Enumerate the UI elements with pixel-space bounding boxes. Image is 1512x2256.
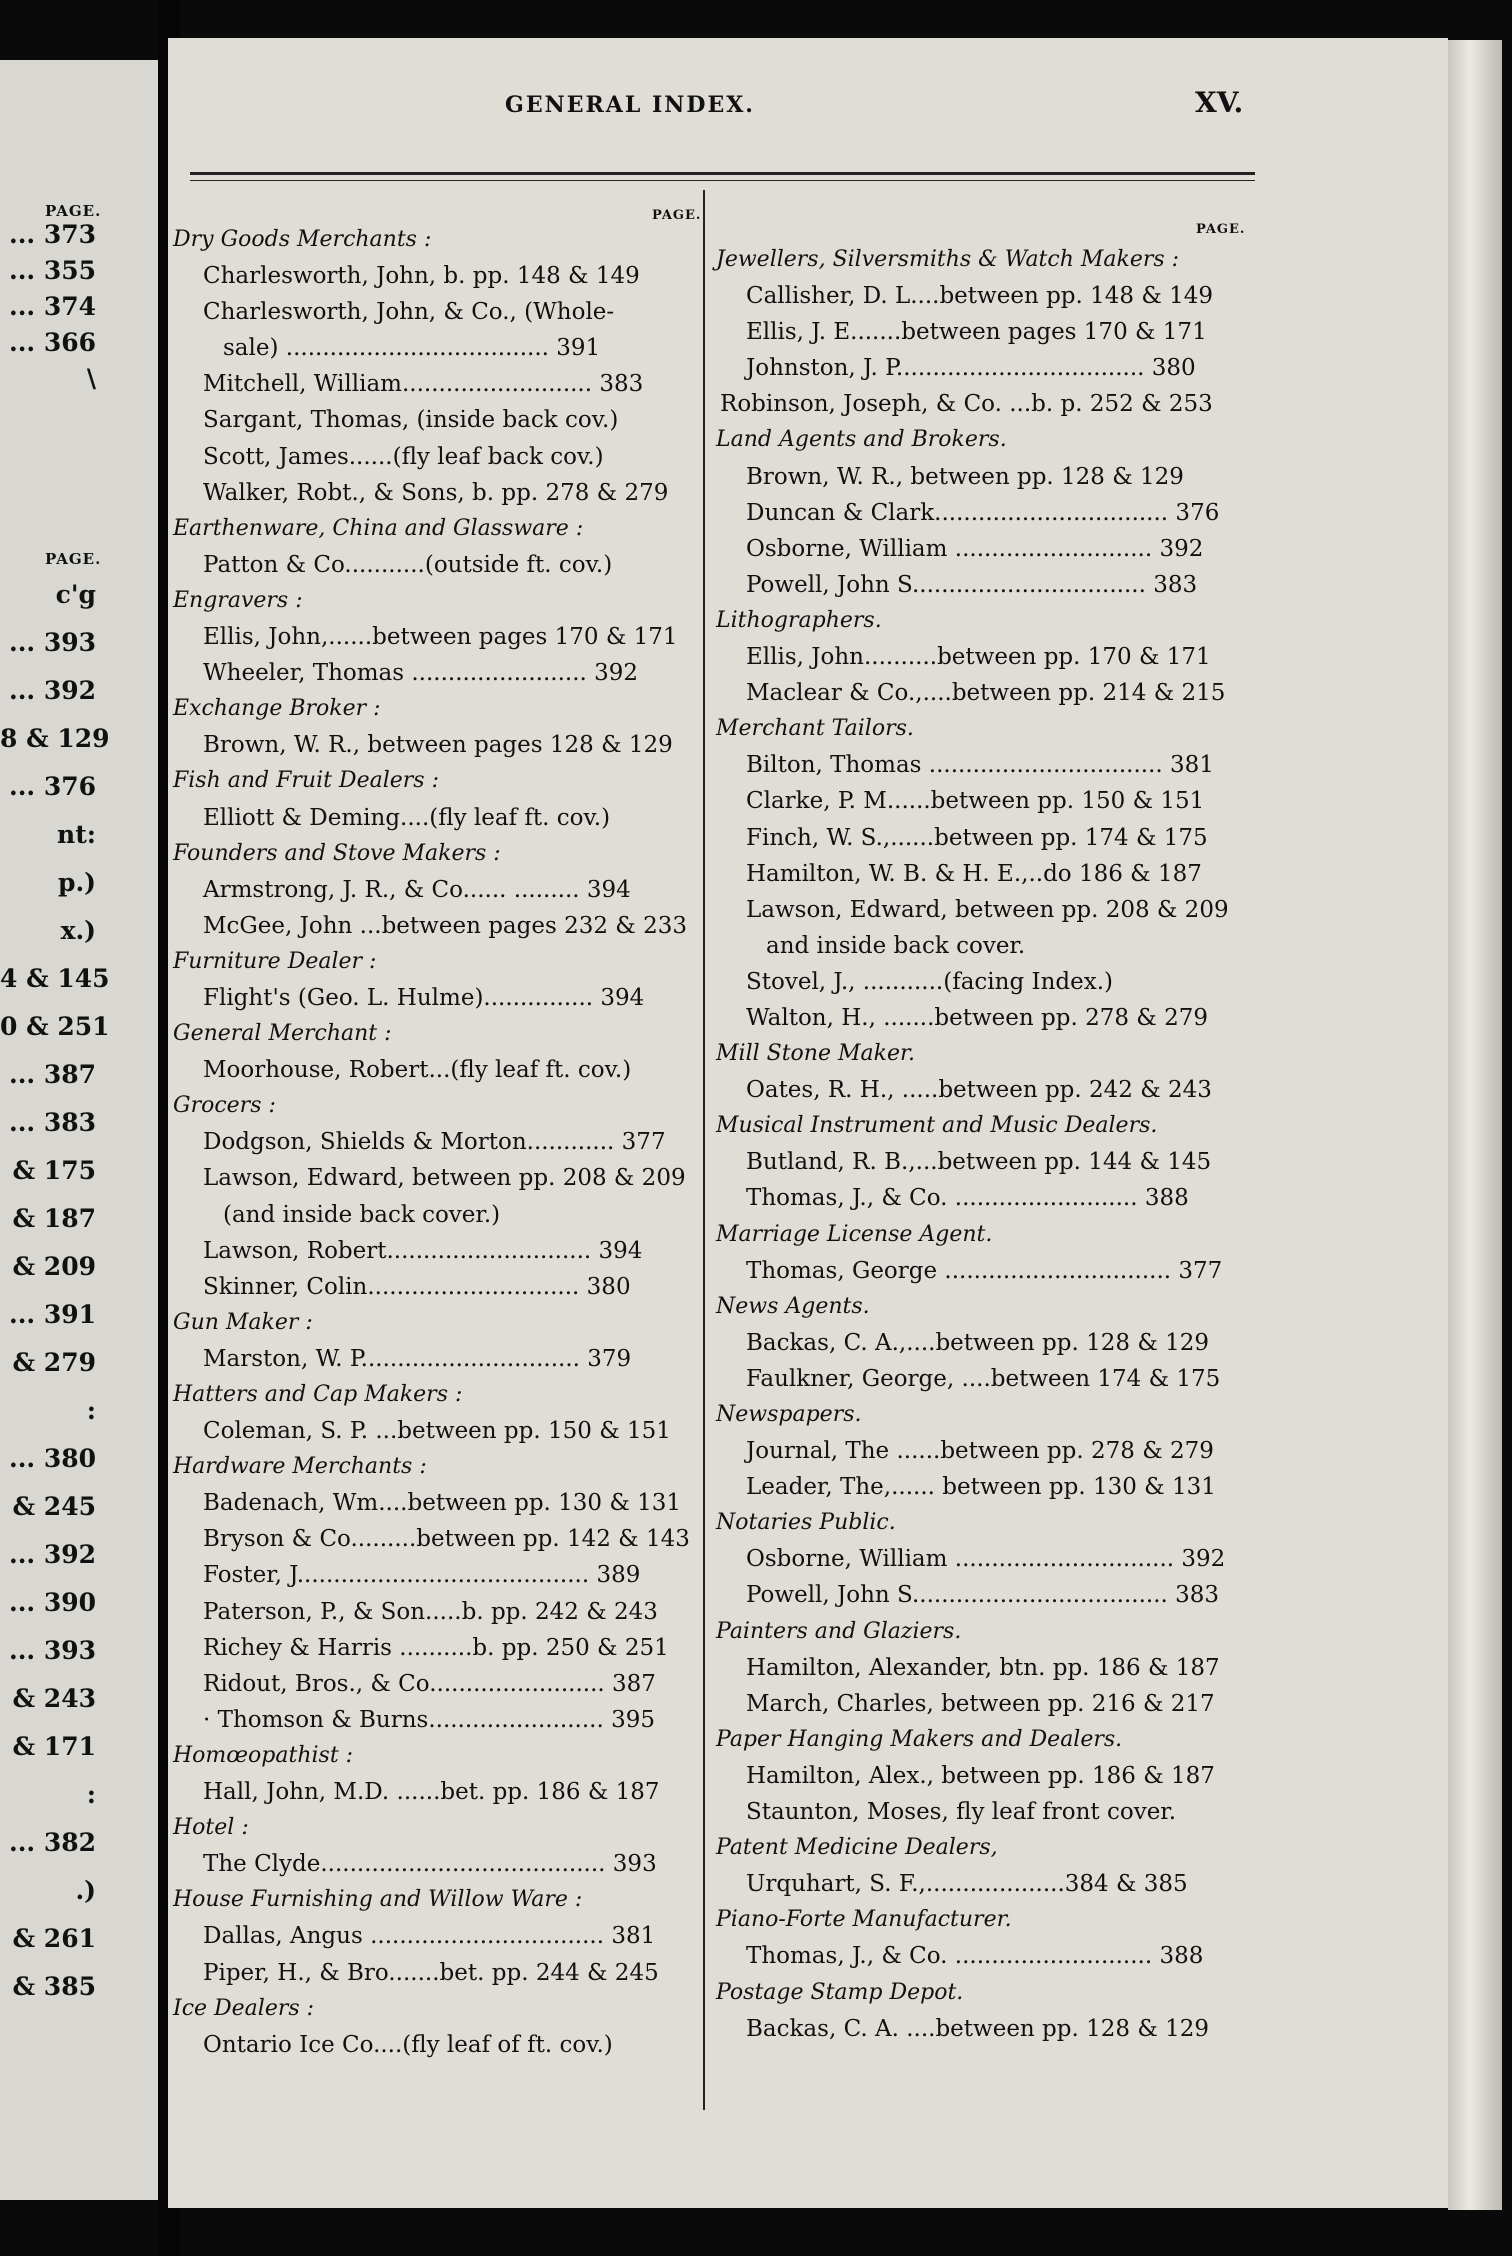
facing-page-fragment-text: & 175 — [12, 1156, 96, 1185]
facing-page-fragment-text: c'g — [55, 580, 96, 609]
index-category: Exchange Broker : — [173, 696, 381, 722]
facing-page-fragment-text: ... 380 — [9, 1444, 96, 1473]
index-entry: Urquhart, S. F.,...................384 & 385 — [746, 1871, 1188, 1898]
facing-page-fragment-text: & 245 — [12, 1492, 96, 1521]
index-category: Merchant Tailors. — [716, 716, 914, 742]
index-entry: Coleman, S. P. ...between pp. 150 & 151 — [203, 1418, 671, 1445]
facing-page-fragment-text: & 385 — [12, 1972, 96, 2001]
index-entry: Powell, John S................................... 383 — [746, 1582, 1220, 1609]
facing-page-fragment-text: ... 373 — [9, 220, 96, 249]
index-category: Gun Maker : — [173, 1309, 313, 1335]
index-category: Earthenware, China and Glassware : — [173, 515, 584, 541]
page-number: XV. — [1195, 86, 1244, 119]
index-entry: Richey & Harris ..........b. pp. 250 & 251 — [203, 1634, 669, 1661]
index-category: Mill Stone Maker. — [716, 1041, 916, 1067]
index-entry: Lawson, Edward, between pp. 208 & 209 — [203, 1165, 686, 1192]
index-category: Fish and Fruit Dealers : — [173, 768, 439, 794]
index-entry: Maclear & Co.,....between pp. 214 & 215 — [746, 680, 1226, 707]
index-entry: Backas, C. A.,....between pp. 128 & 129 — [746, 1329, 1210, 1356]
index-category: Painters and Glaziers. — [716, 1618, 962, 1644]
index-entry: The Clyde....................................... 393 — [203, 1851, 657, 1878]
index-entry: Ellis, J. E.......between pages 170 & 171 — [746, 319, 1207, 346]
index-entry: Armstrong, J. R., & Co...... ......... 394 — [203, 876, 631, 903]
index-entry: Brown, W. R., between pp. 128 & 129 — [746, 463, 1184, 490]
index-category: Musical Instrument and Music Dealers. — [716, 1113, 1158, 1139]
index-entry: Duncan & Clark................................ 376 — [746, 499, 1220, 526]
index-category: Land Agents and Brokers. — [716, 427, 1007, 453]
index-category: Hatters and Cap Makers : — [173, 1382, 463, 1407]
index-entry: Elliott & Deming....(fly leaf ft. cov.) — [203, 804, 611, 831]
facing-page-fragment — [0, 60, 158, 2200]
index-entry: Ellis, John,......between pages 170 & 171 — [203, 624, 678, 651]
index-entry: Finch, W. S.,......between pp. 174 & 175 — [746, 824, 1208, 851]
right-col-page-label: PAGE. — [1196, 222, 1246, 237]
index-entry: Dodgson, Shields & Morton............ 377 — [203, 1129, 666, 1156]
index-category: Postage Stamp Depot. — [716, 1979, 964, 2005]
index-category: House Furnishing and Willow Ware : — [173, 1887, 583, 1913]
index-category: General Merchant : — [173, 1021, 392, 1047]
index-entry: Staunton, Moses, fly leaf front cover. — [746, 1799, 1177, 1826]
index-category: Engravers : — [173, 587, 303, 613]
facing-page-fragment-text: : — [86, 1780, 96, 1809]
facing-page-fragment-text: ... 382 — [9, 1828, 96, 1857]
index-entry: Wheeler, Thomas ........................ 392 — [203, 660, 639, 687]
index-entry: Hall, John, M.D. ......bet. pp. 186 & 187 — [203, 1779, 660, 1806]
index-entry: Dallas, Angus ................................ 381 — [203, 1923, 656, 1950]
index-entry: Scott, James......(fly leaf back cov.) — [203, 443, 604, 470]
index-category: Newspapers. — [716, 1402, 862, 1427]
facing-page-fragment-text: nt: — [57, 820, 96, 849]
facing-page-fragment-text: 4 & 145 — [0, 964, 110, 993]
facing-page-fragment-text: : — [86, 1396, 96, 1425]
index-category: Furniture Dealer : — [173, 948, 377, 974]
index-category: Notaries Public. — [716, 1510, 896, 1536]
facing-page-fragment-text: ... 355 — [9, 256, 96, 285]
index-entry: Skinner, Colin............................. 380 — [203, 1273, 631, 1300]
left-index-column — [165, 222, 705, 2063]
index-entry: March, Charles, between pp. 216 & 217 — [746, 1690, 1215, 1717]
index-entry: Piper, H., & Bro.......bet. pp. 244 & 245 — [203, 1959, 659, 1986]
facing-page-fragment-text: ... 393 — [9, 628, 96, 657]
facing-page-fragment-text: & 209 — [12, 1252, 96, 1281]
facing-page-fragment-text: ... 390 — [9, 1588, 96, 1617]
index-category: Hotel : — [173, 1815, 249, 1841]
index-entry: Leader, The,...... between pp. 130 & 131 — [746, 1474, 1216, 1501]
facing-page-fragment-text: ... 387 — [9, 1060, 96, 1089]
index-entry: Foster, J........................................ 389 — [203, 1562, 641, 1589]
index-entry: Faulkner, George, ....between 174 & 175 — [746, 1365, 1221, 1392]
index-entry: and inside back cover. — [766, 932, 1026, 959]
index-entry: Ridout, Bros., & Co........................ 387 — [203, 1670, 656, 1697]
facing-page-fragment-text: & 171 — [12, 1732, 96, 1761]
index-entry: Badenach, Wm....between pp. 130 & 131 — [203, 1490, 682, 1517]
facing-page-col-label-2: PAGE. — [45, 550, 102, 568]
index-entry: Brown, W. R., between pages 128 & 129 — [203, 732, 673, 759]
header-rule-thin — [190, 180, 1255, 181]
index-entry: Bryson & Co.........between pp. 142 & 143 — [203, 1526, 690, 1553]
index-entry: Patton & Co...........(outside ft. cov.) — [203, 551, 613, 578]
facing-page-fragment-text: 0 & 251 — [0, 1012, 110, 1041]
index-category: Paper Hanging Makers and Dealers. — [716, 1726, 1123, 1752]
index-entry: (and inside back cover.) — [223, 1201, 501, 1228]
index-category: Grocers : — [173, 1093, 276, 1119]
index-category: Patent Medicine Dealers, — [716, 1835, 998, 1861]
index-category: Founders and Stove Makers : — [173, 840, 501, 866]
index-entry: Johnston, J. P.................................. 380 — [746, 355, 1196, 382]
index-entry: Butland, R. B.,...between pp. 144 & 145 — [746, 1149, 1212, 1176]
index-entry: Lawson, Robert............................ 394 — [203, 1237, 643, 1264]
left-col-page-label: PAGE. — [652, 208, 702, 223]
index-entry: Charlesworth, John, & Co., (Whole- — [203, 299, 615, 326]
facing-page-fragment-text: ... 392 — [9, 1540, 96, 1569]
index-category: Piano-Forte Manufacturer. — [716, 1907, 1012, 1933]
index-entry: Paterson, P., & Son.....b. pp. 242 & 243 — [203, 1598, 658, 1625]
index-entry: sale) .................................... 391 — [223, 335, 601, 362]
facing-page-fragment-text: ... 376 — [9, 772, 96, 801]
index-entry: McGee, John ...between pages 232 & 233 — [203, 912, 687, 939]
index-entry: Walton, H., .......between pp. 278 & 279 — [746, 1004, 1208, 1031]
index-entry: Marston, W. P.............................. 379 — [203, 1345, 632, 1372]
index-entry: Osborne, William .............................. 392 — [746, 1546, 1226, 1573]
index-entry: Osborne, William ........................... 392 — [746, 535, 1204, 562]
index-entry: Moorhouse, Robert...(fly leaf ft. cov.) — [203, 1057, 632, 1084]
index-entry: Sargant, Thomas, (inside back cov.) — [203, 407, 619, 434]
index-entry: Powell, John S................................ 383 — [746, 571, 1198, 598]
index-entry: Thomas, George ............................... 377 — [746, 1257, 1223, 1284]
index-entry: Oates, R. H., .....between pp. 242 & 243 — [746, 1077, 1212, 1104]
facing-page-fragment-text: p.) — [57, 868, 96, 897]
facing-page-fragment-text: 8 & 129 — [0, 724, 110, 753]
index-entry: Clarke, P. M......between pp. 150 & 151 — [746, 788, 1205, 815]
index-entry: Lawson, Edward, between pp. 208 & 209 — [746, 896, 1229, 923]
index-entry: Stovel, J., ...........(facing Index.) — [746, 968, 1113, 995]
index-category: Marriage License Agent. — [716, 1221, 993, 1247]
index-category: Dry Goods Merchants : — [173, 227, 432, 252]
right-index-column — [708, 242, 1248, 2047]
index-entry: Flight's (Geo. L. Hulme)............... 394 — [203, 984, 645, 1011]
facing-page-fragment-text: .) — [75, 1876, 96, 1905]
index-entry: Thomas, J., & Co. ........................... 388 — [746, 1943, 1204, 1970]
index-entry: Hamilton, W. B. & H. E.,..do 186 & 187 — [746, 860, 1202, 887]
facing-page-fragment-text: & 279 — [12, 1348, 96, 1377]
index-entry: Charlesworth, John, b. pp. 148 & 149 — [203, 263, 640, 290]
facing-page-fragment-text: & 243 — [12, 1684, 96, 1713]
index-category: News Agents. — [716, 1293, 870, 1319]
index-category: Jewellers, Silversmiths & Watch Makers : — [716, 247, 1180, 272]
index-entry: Thomas, J., & Co. ......................... 388 — [746, 1185, 1189, 1212]
index-category: Hardware Merchants : — [173, 1454, 427, 1480]
index-entry: Ellis, John..........between pp. 170 & 171 — [746, 644, 1211, 671]
index-entry: Robinson, Joseph, & Co. ...b. p. 252 & 253 — [720, 391, 1213, 418]
index-category: Ice Dealers : — [173, 1995, 315, 2021]
header-rule — [190, 172, 1255, 175]
index-entry: · Thomson & Burns........................ 395 — [203, 1706, 655, 1733]
facing-page-fragment-text: & 261 — [12, 1924, 96, 1953]
facing-page-fragment-text: & 187 — [12, 1204, 96, 1233]
facing-page-fragment-text: ... 383 — [9, 1108, 96, 1137]
facing-page-fragment-text: ... 366 — [9, 328, 96, 357]
index-entry: Bilton, Thomas ................................ 381 — [746, 752, 1214, 779]
index-category: Homœopathist : — [173, 1742, 354, 1768]
facing-page-fragment-text: ... 393 — [9, 1636, 96, 1665]
index-entry: Hamilton, Alex., between pp. 186 & 187 — [746, 1762, 1215, 1789]
facing-page-fragment-text: ... 374 — [9, 292, 96, 321]
index-entry: Callisher, D. L....between pp. 148 & 149 — [746, 283, 1214, 310]
index-entry: Hamilton, Alexander, btn. pp. 186 & 187 — [746, 1654, 1220, 1681]
index-entry: Ontario Ice Co....(fly leaf of ft. cov.) — [203, 2031, 613, 2058]
index-entry: Mitchell, William.......................... 383 — [203, 371, 644, 398]
index-entry: Walker, Robt., & Sons, b. pp. 278 & 279 — [203, 479, 669, 506]
page-edge — [1448, 40, 1502, 2210]
facing-page-col-label-1: PAGE. — [45, 202, 102, 220]
page-title: GENERAL INDEX. — [505, 92, 755, 118]
facing-page-fragment-text: \ — [86, 364, 96, 393]
index-entry: Journal, The ......between pp. 278 & 279 — [746, 1438, 1214, 1465]
index-category: Lithographers. — [716, 607, 882, 633]
facing-page-fragment-text: ... 392 — [9, 676, 96, 705]
index-entry: Backas, C. A. ....between pp. 128 & 129 — [746, 2015, 1210, 2042]
facing-page-fragment-text: ... 391 — [9, 1300, 96, 1329]
facing-page-fragment-text: x.) — [60, 916, 96, 945]
